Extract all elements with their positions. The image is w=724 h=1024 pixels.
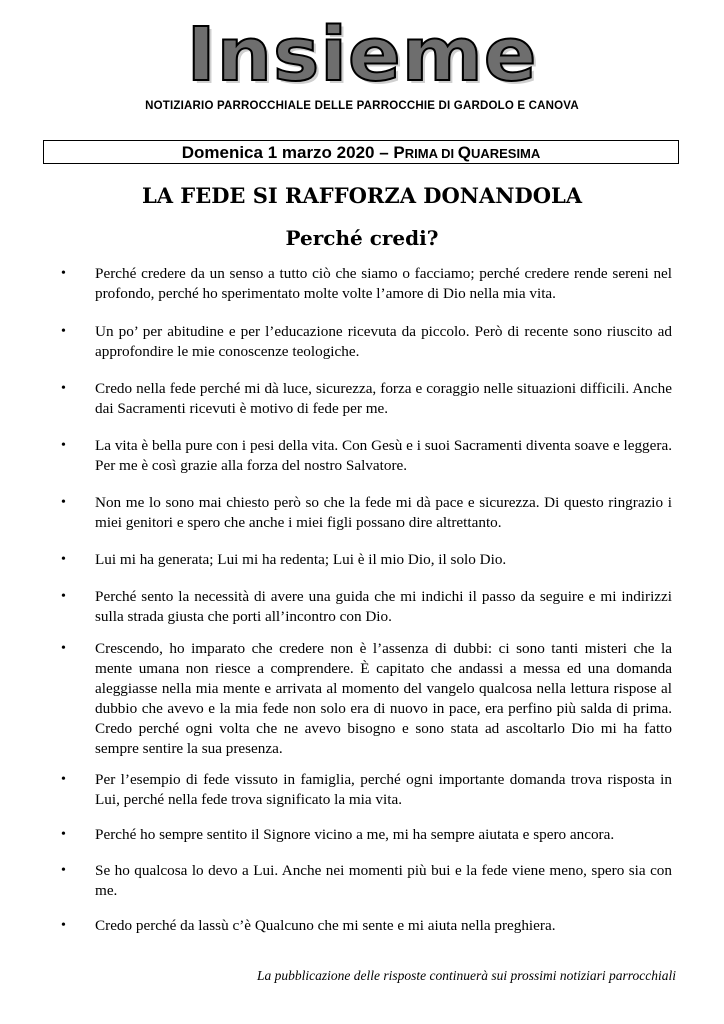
bullet-icon: • bbox=[61, 438, 66, 453]
occasion-initial-p: P bbox=[393, 143, 405, 162]
newsletter-logo: Insieme bbox=[186, 12, 538, 98]
answer-text: Credo nella fede perché mi dà luce, sicurezza, forza e coraggio nelle situazioni difficili. Anche dai Sacramenti ricevuti è motivo di fede per me. bbox=[95, 380, 672, 417]
bullet-icon: • bbox=[61, 381, 66, 396]
footer-note: La pubblicazione delle risposte continuerà sui prossimi notiziari parrocchiali bbox=[257, 968, 676, 983]
occasion-part-2: UARESIMA bbox=[470, 146, 541, 161]
bullet-icon: • bbox=[61, 589, 66, 604]
occasion-initial-q: Q bbox=[457, 143, 471, 162]
article-subheading: Perché credi? bbox=[285, 226, 439, 250]
article-headline: LA FEDE SI RAFFORZA DONANDOLA bbox=[141, 183, 583, 208]
answer-text: Per l’esempio di fede vissuto in famiglia, perché ogni importante domanda trova risposta in Lui, perché nella fede trova significato la mia vita. bbox=[95, 771, 672, 808]
answer-text: Perché ho sempre sentito il Signore vicino a me, mi ha sempre aiutata e spero ancora. bbox=[95, 826, 615, 843]
answer-text: Perché sento la necessità di avere una guida che mi indichi il passo da seguire e mi indirizzi sulla strada giusta che porti all’incontro con Dio. bbox=[95, 588, 672, 625]
newsletter-subtitle: NOTIZIARIO PARROCCHIALE DELLE PARROCCHIE DI GARDOLO E CANOVA bbox=[145, 100, 579, 112]
answer-text: La vita è bella pure con i pesi della vita. Con Gesù e i suoi Sacramenti diventa soave e leggera. Per me è così grazie alla forza del nostro Salvatore. bbox=[95, 437, 672, 474]
answer-text: Crescendo, ho imparato che credere non è l’assenza di dubbi: ci sono tanti misteri che la mente umana non riesce a comprendere. È capitato che andassi a messa ed una domanda aleggiasse nella mia mente e arrivata al momento del vangelo qualcosa nella lettura rispose al dubbio che avevo e la mia fede non solo era di nuovo in pace, era perfino più salda di prima. Credo perché ogni volta che ne avevo bisogno e sono stata ad ascoltarlo Dio mi ha fatto sempre sentire la sua presenza. bbox=[95, 640, 672, 757]
answer-text: Lui mi ha generata; Lui mi ha redenta; Lui è il mio Dio, il solo Dio. bbox=[95, 551, 507, 568]
bullet-icon: • bbox=[61, 324, 66, 339]
bullet-icon: • bbox=[61, 641, 66, 656]
bullet-icon: • bbox=[61, 266, 66, 281]
answer-text: Un po’ per abitudine e per l’educazione ricevuta da piccolo. Però di recente sono riuscito ad approfondire le mie conoscenze teologiche. bbox=[95, 323, 672, 360]
bullet-icon: • bbox=[61, 495, 66, 510]
bullet-icon: • bbox=[61, 772, 66, 787]
answer-text: Credo perché da lassù c’è Qualcuno che mi sente e mi aiuta nella preghiera. bbox=[95, 917, 556, 934]
answer-text: Se ho qualcosa lo devo a Lui. Anche nei momenti più bui e la fede viene meno, spero sia con me. bbox=[95, 862, 672, 899]
bullet-icon: • bbox=[61, 827, 66, 842]
occasion-part-1: RIMA DI bbox=[404, 146, 458, 161]
answer-text: Perché credere da un senso a tutto ciò che siamo o facciamo; perché credere rende sereni nel profondo, perché ho sperimentato molte volte l’amore di Dio nella mia vita. bbox=[95, 265, 672, 302]
bullet-icon: • bbox=[61, 918, 66, 933]
bullet-icon: • bbox=[61, 552, 66, 567]
masthead bbox=[0, 12, 724, 98]
answer-text: Non me lo sono mai chiesto però so che la fede mi dà pace e sicurezza. Di questo ringrazio i miei genitori e spero che anche i miei figli possano dire altrettanto. bbox=[95, 494, 672, 531]
issue-date-box bbox=[43, 140, 679, 164]
bullet-icon: • bbox=[61, 863, 66, 878]
issue-date: Domenica 1 marzo 2020 – bbox=[181, 143, 394, 162]
